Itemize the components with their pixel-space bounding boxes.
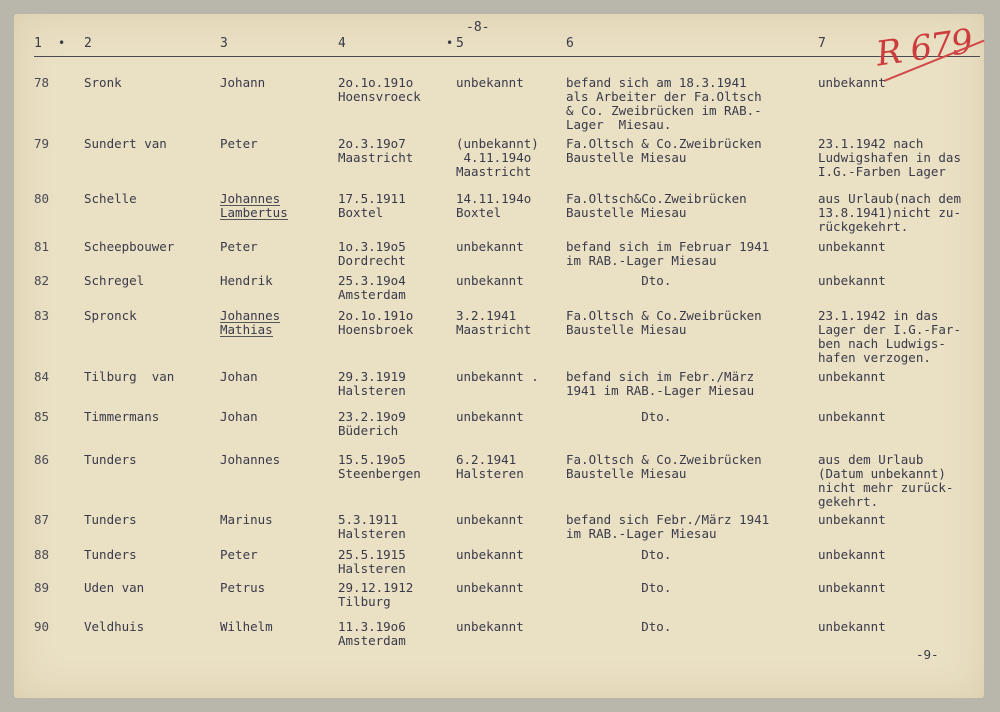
surname-cell: Veldhuis — [84, 619, 145, 634]
entry-number: 90 — [34, 619, 50, 634]
column5-cell: 4.11.194o — [456, 150, 532, 165]
underlined-name: Lambertus — [220, 205, 288, 220]
employment-cell: Baustelle Miesau — [566, 322, 687, 337]
birth-cell: Hoensbroek — [338, 322, 414, 337]
remarks-cell: Ludwigshafen in das — [818, 150, 961, 165]
column5-cell: Maastricht — [456, 164, 532, 179]
remarks-cell: 13.8.1941)nicht zu- — [818, 205, 961, 220]
header-col-5: 5 — [456, 36, 464, 51]
birth-cell: Maastricht — [338, 150, 414, 165]
first-name-cell — [220, 323, 273, 337]
remarks-cell: unbekannt — [818, 239, 886, 254]
first-name-cell: Wilhelm — [220, 619, 273, 634]
surname-cell: Spronck — [84, 308, 137, 323]
column5-cell: Maastricht — [456, 322, 532, 337]
header-col-7: 7 — [818, 36, 826, 51]
entry-number: 78 — [34, 75, 50, 90]
first-name-cell: Johan — [220, 409, 258, 424]
employment-cell: Fa.Oltsch&Co.Zweibrücken — [566, 191, 747, 206]
remarks-cell: aus dem Urlaub — [818, 452, 924, 467]
employment-cell: Dto. — [566, 619, 672, 634]
header-col-2: 2 — [84, 36, 92, 51]
employment-cell: & Co. Zweibrücken im RAB.- — [566, 103, 762, 118]
birth-cell: 5.3.1911 — [338, 512, 399, 527]
birth-cell: Tilburg — [338, 594, 391, 609]
employment-cell: Dto. — [566, 409, 672, 424]
column5-cell: unbekannt — [456, 547, 524, 562]
remarks-cell: unbekannt — [818, 580, 886, 595]
column5-cell: 14.11.194o — [456, 191, 532, 206]
birth-cell: Dordrecht — [338, 253, 406, 268]
column5-cell: (unbekannt) — [456, 136, 539, 151]
underlined-name: Johannes — [220, 191, 281, 206]
page-number-next: -9- — [916, 647, 939, 662]
birth-cell: Hoensvroeck — [338, 89, 421, 104]
birth-cell: 1o.3.19o5 — [338, 239, 406, 254]
employment-cell: Fa.Oltsch & Co.Zweibrücken — [566, 308, 762, 323]
entry-number: 83 — [34, 308, 50, 323]
first-name-cell: Johannes — [220, 452, 281, 467]
surname-cell: Schelle — [84, 191, 137, 206]
first-name-cell: Marinus — [220, 512, 273, 527]
birth-cell: 25.5.1915 — [338, 547, 406, 562]
remarks-cell: 23.1.1942 nach — [818, 136, 924, 151]
first-name-cell: Petrus — [220, 580, 266, 595]
remarks-cell: 23.1.1942 in das — [818, 308, 939, 323]
surname-cell: Timmermans — [84, 409, 160, 424]
birth-cell: 2o.1o.191o — [338, 308, 414, 323]
remarks-cell: rückgekehrt. — [818, 219, 909, 234]
column5-cell: Boxtel — [456, 205, 502, 220]
entry-number: 87 — [34, 512, 50, 527]
column5-cell: unbekannt — [456, 273, 524, 288]
remarks-cell: unbekannt — [818, 75, 886, 90]
column5-cell: unbekannt — [456, 512, 524, 527]
entry-number: 88 — [34, 547, 50, 562]
employment-cell: im RAB.-Lager Miesau — [566, 526, 717, 541]
first-name-cell: Johann — [220, 75, 266, 90]
column5-cell: unbekannt . — [456, 369, 539, 384]
birth-cell: Büderich — [338, 423, 399, 438]
remarks-cell: unbekannt — [818, 273, 886, 288]
column5-cell: Halsteren — [456, 466, 524, 481]
header-col-6: 6 — [566, 36, 574, 51]
birth-cell: Boxtel — [338, 205, 384, 220]
birth-cell: Amsterdam — [338, 287, 406, 302]
column5-cell: unbekannt — [456, 409, 524, 424]
employment-cell: Dto. — [566, 273, 672, 288]
birth-cell: 29.12.1912 — [338, 580, 414, 595]
employment-cell: befand sich im Febr./März — [566, 369, 755, 384]
first-name-cell: Peter — [220, 239, 258, 254]
page-number-top: -8- — [466, 20, 490, 35]
birth-cell: Steenbergen — [338, 466, 421, 481]
birth-cell: 29.3.1919 — [338, 369, 406, 384]
column5-cell: unbekannt — [456, 75, 524, 90]
surname-cell: Sronk — [84, 75, 122, 90]
entry-number: 89 — [34, 580, 50, 595]
first-name-cell — [220, 192, 280, 206]
remarks-cell: hafen verzogen. — [818, 350, 931, 365]
employment-cell: 1941 im RAB.-Lager Miesau — [566, 383, 755, 398]
birth-cell: 2o.3.19o7 — [338, 136, 406, 151]
employment-cell: im RAB.-Lager Miesau — [566, 253, 717, 268]
birth-cell: 11.3.19o6 — [338, 619, 406, 634]
surname-cell: Tunders — [84, 547, 137, 562]
first-name-cell: Johan — [220, 369, 258, 384]
entry-number: 85 — [34, 409, 50, 424]
birth-cell: 17.5.1911 — [338, 191, 406, 206]
column5-cell: unbekannt — [456, 239, 524, 254]
remarks-cell: I.G.-Farben Lager — [818, 164, 946, 179]
remarks-cell: (Datum unbekannt) — [818, 466, 946, 481]
birth-cell: Halsteren — [338, 383, 406, 398]
employment-cell: Dto. — [566, 547, 672, 562]
remarks-cell: Lager der I.G.-Far- — [818, 322, 961, 337]
first-name-cell — [220, 206, 288, 220]
annotation-stamp: R 679 — [873, 21, 975, 75]
remarks-cell: unbekannt — [818, 512, 886, 527]
employment-cell: Fa.Oltsch & Co.Zweibrücken — [566, 136, 762, 151]
first-name-cell: Peter — [220, 136, 258, 151]
entry-number: 84 — [34, 369, 50, 384]
birth-cell: Halsteren — [338, 561, 406, 576]
ink-dot: • — [446, 36, 454, 50]
entry-number: 81 — [34, 239, 50, 254]
employment-cell: befand sich am 18.3.1941 — [566, 75, 747, 90]
column5-cell: unbekannt — [456, 580, 524, 595]
entry-number: 86 — [34, 452, 50, 467]
remarks-cell: unbekannt — [818, 369, 886, 384]
birth-cell: Amsterdam — [338, 633, 406, 648]
birth-cell: 23.2.19o9 — [338, 409, 406, 424]
first-name-cell: Peter — [220, 547, 258, 562]
birth-cell: Halsteren — [338, 526, 406, 541]
underlined-name: Mathias — [220, 322, 273, 337]
remarks-cell: unbekannt — [818, 409, 886, 424]
header-col-1: 1 — [34, 36, 42, 51]
surname-cell: Sundert van — [84, 136, 167, 151]
header-rule — [34, 56, 980, 57]
employment-cell: Fa.Oltsch & Co.Zweibrücken — [566, 452, 762, 467]
entry-number: 82 — [34, 273, 50, 288]
employment-cell: Baustelle Miesau — [566, 205, 687, 220]
column5-cell: 3.2.1941 — [456, 308, 517, 323]
surname-cell: Scheepbouwer — [84, 239, 175, 254]
surname-cell: Tunders — [84, 512, 137, 527]
header-col-4: 4 — [338, 36, 346, 51]
remarks-cell: unbekannt — [818, 547, 886, 562]
ink-dot: • — [58, 36, 66, 50]
underlined-name: Johannes — [220, 308, 281, 323]
remarks-cell: nicht mehr zurück- — [818, 480, 954, 495]
birth-cell: 2o.1o.191o — [338, 75, 414, 90]
remarks-cell: gekehrt. — [818, 494, 879, 509]
employment-cell: befand sich im Februar 1941 — [566, 239, 770, 254]
first-name-cell — [220, 309, 280, 323]
employment-cell: Baustelle Miesau — [566, 150, 687, 165]
surname-cell: Tunders — [84, 452, 137, 467]
remarks-cell: ben nach Ludwigs- — [818, 336, 946, 351]
remarks-cell: aus Urlaub(nach dem — [818, 191, 961, 206]
employment-cell: als Arbeiter der Fa.Oltsch — [566, 89, 762, 104]
surname-cell: Tilburg van — [84, 369, 175, 384]
column5-cell: 6.2.1941 — [456, 452, 517, 467]
employment-cell: Lager Miesau. — [566, 117, 672, 132]
employment-cell: Baustelle Miesau — [566, 466, 687, 481]
column5-cell: unbekannt — [456, 619, 524, 634]
header-col-3: 3 — [220, 36, 228, 51]
entry-number: 80 — [34, 191, 50, 206]
employment-cell: befand sich Febr./März 1941 — [566, 512, 770, 527]
remarks-cell: unbekannt — [818, 619, 886, 634]
birth-cell: 25.3.19o4 — [338, 273, 406, 288]
surname-cell: Schregel — [84, 273, 145, 288]
employment-cell: Dto. — [566, 580, 672, 595]
entry-number: 79 — [34, 136, 50, 151]
first-name-cell: Hendrik — [220, 273, 273, 288]
surname-cell: Uden van — [84, 580, 145, 595]
birth-cell: 15.5.19o5 — [338, 452, 406, 467]
